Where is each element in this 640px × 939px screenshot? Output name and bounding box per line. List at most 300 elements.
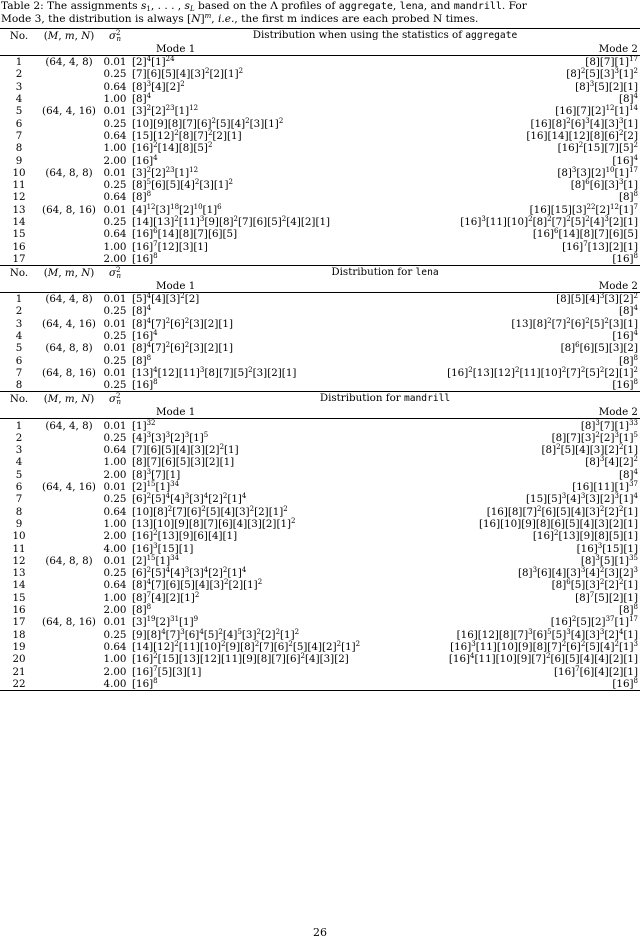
row-mode-2-distribution: $[8]^2[5][3]^3[1]^2$ bbox=[566, 67, 638, 81]
row-config: (64, 8, 8) bbox=[45, 554, 93, 567]
row-mode-2-distribution: $[13][8]^2[7]^2[6]^2[5]^2[3][1]$ bbox=[511, 316, 638, 330]
caption-line-2: Mode 3, the distribution is always $[N]^m$, i.e., the first m indices are each probed N times. bbox=[1, 12, 479, 25]
row-sigma: 0.01 bbox=[103, 203, 127, 216]
row-sigma: 0.25 bbox=[103, 179, 127, 192]
row-mode-2-distribution: $[16][15][3]^{22}[2]^{12}[1]^7$ bbox=[529, 202, 638, 216]
row-number: 3 bbox=[15, 317, 23, 330]
row-mode-2-distribution: $[16][8]^2[6]^3[4][3]^3[1]$ bbox=[530, 116, 638, 130]
row-mode-1-distribution: $[2]^{15}[1]^{34}$ bbox=[132, 553, 180, 567]
row-mode-2-distribution: $[16]^2[15][7][5]^2$ bbox=[557, 141, 638, 155]
row-number: 4 bbox=[15, 330, 23, 343]
section-header-row bbox=[0, 29, 640, 43]
row-config bbox=[38, 579, 100, 591]
row-mode-1-distribution: $[6]^2[5]^4[4]^3[3]^4[2]^2[1]^4$ bbox=[132, 492, 247, 506]
row-number: 18 bbox=[12, 628, 26, 641]
table-row bbox=[0, 367, 640, 379]
row-config: (64, 8, 8) bbox=[45, 166, 93, 179]
table-row bbox=[0, 167, 640, 179]
row-config bbox=[38, 653, 100, 665]
header-sigma: $\sigma^2_n$ bbox=[100, 29, 130, 43]
table-row bbox=[0, 432, 640, 444]
table-row bbox=[0, 419, 640, 432]
row-mode-2-distribution: $[16]^3[11][10][9][8][7]^2[6]^2[5][4]^2[1]^3$ bbox=[450, 639, 638, 653]
header-mode-1: Mode 1 bbox=[156, 279, 196, 292]
table-row bbox=[0, 68, 640, 80]
row-mode-1-distribution: $[16]^2[14][8][5]^2$ bbox=[132, 141, 213, 155]
row-mode-2-distribution: $[8]^6[6][5][3][2]$ bbox=[560, 341, 638, 355]
mode-header-row bbox=[0, 279, 640, 293]
table-row bbox=[0, 240, 640, 252]
caption-line-1: Table 2: The assignments $s_1$, . . . , $s_L$ based on the Λ profiles of aggregate, lena, and mandrill. For bbox=[1, 0, 527, 13]
row-sigma: 1.00 bbox=[103, 240, 127, 253]
row-config bbox=[38, 432, 100, 444]
row-mode-1-distribution: $[9][8]^4[7]^3[6]^4[5]^2[4]^5[3]^2[2]^2[1]^2$ bbox=[132, 627, 300, 641]
header-mmn: (M, m, N) bbox=[38, 392, 100, 406]
section-header-row bbox=[0, 392, 640, 406]
row-mode-2-distribution: $[16][12][8][7]^3[6]^5[5]^3[4][3]^3[2]^4[1]$ bbox=[456, 627, 638, 641]
row-mode-1-distribution: $[13]^4[12][11]^3[8][7][5]^2[3][2][1]$ bbox=[132, 365, 297, 379]
section-title-dataset: aggregate bbox=[465, 30, 518, 41]
row-number: 4 bbox=[15, 456, 23, 469]
row-mode-1-distribution: $[10][8]^2[7][6]^2[5][4][3]^2[2][1]^2$ bbox=[132, 504, 288, 518]
row-mode-1-distribution: $[1]^{32}$ bbox=[130, 419, 385, 432]
row-number: 7 bbox=[15, 366, 23, 379]
header-empty bbox=[38, 405, 100, 419]
row-mode-1-distribution: $[8]^5[6][5][4]^2[3][1]^2$ bbox=[132, 178, 233, 192]
table-row bbox=[0, 355, 640, 367]
row-config bbox=[38, 444, 100, 456]
row-mode-1-distribution: $[15][12]^2[8][7]^2[2][1]$ bbox=[132, 128, 242, 142]
row-config bbox=[38, 253, 100, 266]
row-config bbox=[38, 493, 100, 505]
row-sigma: 4.00 bbox=[103, 542, 127, 555]
table-row bbox=[0, 616, 640, 628]
row-config bbox=[38, 628, 100, 640]
row-mode-2-distribution: $[16]^3[11][10]^2[8]^2[7]^2[5]^2[4]^3[2][1]$ bbox=[460, 215, 638, 228]
row-config: (64, 4, 8) bbox=[38, 419, 100, 432]
row-mode-1-distribution: $[13][10][9][8][7][6][4][3][2][1]^2$ bbox=[132, 516, 296, 530]
row-mode-1-distribution: $[8]^4$ bbox=[132, 304, 152, 318]
section-title-text: Distribution for bbox=[319, 392, 404, 405]
row-number: 11 bbox=[12, 179, 26, 192]
row-number: 16 bbox=[12, 240, 26, 253]
row-number: 3 bbox=[15, 444, 23, 457]
table-row bbox=[0, 179, 640, 191]
row-config bbox=[38, 305, 100, 317]
row-mode-2-distribution: $[8]^3[3][2]^{10}[1]^{17}$ bbox=[557, 165, 638, 179]
row-mode-1-distribution: $[8]^4[7]^2[6]^2[3][2][1]$ bbox=[132, 341, 233, 355]
row-sigma: 2.00 bbox=[103, 530, 127, 543]
row-config bbox=[38, 228, 100, 240]
row-mode-2-distribution: [16][10][9][8][6][5][4][3][2][1] bbox=[478, 517, 638, 530]
table-row bbox=[0, 542, 640, 554]
row-sigma: 0.25 bbox=[103, 68, 127, 81]
row-config bbox=[38, 68, 100, 80]
table-row bbox=[0, 604, 640, 616]
header-mode-2: Mode 2 bbox=[598, 279, 638, 292]
row-mode-2-distribution: $[8][7][3]^2[2]^3[1]^5$ bbox=[551, 430, 638, 444]
row-config bbox=[38, 641, 100, 653]
mode-header-row bbox=[0, 405, 640, 419]
row-config: (64, 4, 8) bbox=[38, 56, 100, 69]
header-empty bbox=[100, 279, 130, 293]
row-sigma: 0.64 bbox=[103, 191, 127, 204]
row-mode-2-distribution: $[8][5][4]^3[3][2]^2$ bbox=[385, 293, 640, 306]
row-mode-2-distribution: $[16]^2[13][12]^2[11][10]^2[7]^2[5]^2[2][1]^2$ bbox=[447, 365, 638, 379]
table-row bbox=[0, 678, 640, 691]
row-config bbox=[38, 130, 100, 142]
row-mode-2-distribution: $[16]^4[11][10][9][7]^2[6][5][4][4][2][1]$ bbox=[448, 652, 638, 666]
table-row bbox=[0, 555, 640, 567]
row-number: 3 bbox=[15, 80, 23, 93]
row-config: (64, 4, 16) bbox=[42, 481, 96, 494]
row-sigma: 0.01 bbox=[103, 554, 127, 567]
header-empty bbox=[0, 405, 38, 419]
row-sigma: 0.64 bbox=[103, 444, 127, 457]
row-number: 22 bbox=[12, 677, 26, 690]
row-config: (64, 4, 8) bbox=[38, 293, 100, 306]
row-sigma: 2.00 bbox=[103, 604, 127, 617]
row-mode-2-distribution: $[16]^7[13][2][1]$ bbox=[562, 239, 638, 253]
row-mode-1-distribution: $[2]^{15}[1]^{34}$ bbox=[132, 480, 180, 494]
header-no: No. bbox=[0, 266, 38, 280]
row-mode-2-distribution: $[8]^8$ bbox=[618, 190, 638, 204]
row-mode-1-distribution: $[16]^8$ bbox=[132, 251, 158, 265]
row-mode-1-distribution: $[16]^2[15][13][12][11][9][8][7][6]^2[4][3][2]$ bbox=[132, 652, 349, 666]
row-sigma: 0.01 bbox=[103, 166, 127, 179]
table-row bbox=[0, 216, 640, 228]
row-number: 6 bbox=[15, 117, 23, 130]
row-number: 5 bbox=[15, 105, 23, 118]
row-config bbox=[38, 330, 100, 342]
row-mode-2-distribution: $[16]^8$ bbox=[612, 251, 638, 265]
row-mode-2-distribution: $[8]^7[5][2][1]$ bbox=[575, 590, 638, 604]
header-empty bbox=[0, 42, 38, 56]
row-number: 10 bbox=[12, 530, 26, 543]
header-empty bbox=[38, 279, 100, 293]
row-mode-2-distribution: $[16]^8$ bbox=[612, 676, 638, 690]
row-number: 20 bbox=[12, 653, 26, 666]
row-mode-1-distribution: $[16]^6[14][8][7][6][5]$ bbox=[132, 227, 238, 241]
row-sigma: 0.01 bbox=[103, 481, 127, 494]
row-mode-2-distribution: $[8]^4$ bbox=[618, 467, 638, 481]
row-sigma: 0.64 bbox=[103, 640, 127, 653]
row-number: 14 bbox=[12, 216, 26, 228]
row-number: 7 bbox=[15, 493, 23, 506]
row-mode-1-distribution: $[8]^7[4][2][1]^2$ bbox=[132, 590, 200, 604]
row-mode-2-distribution: $[8]^3[6][4][3]^3[4]^2[3][2]^3$ bbox=[517, 566, 638, 580]
header-empty bbox=[38, 42, 100, 56]
row-mode-1-distribution: $[14][12]^2[11][10]^2[9][8]^2[7][6]^2[5][4][2]^2[1]^2$ bbox=[132, 639, 361, 653]
header-sigma: $\sigma^2_n$ bbox=[100, 266, 130, 280]
row-sigma: 0.25 bbox=[103, 628, 127, 641]
row-mode-2-distribution: $[16][14][12][8][6]^2[2]$ bbox=[526, 128, 638, 142]
row-config bbox=[38, 678, 100, 691]
row-number: 1 bbox=[0, 293, 38, 306]
row-sigma: 0.01 bbox=[100, 56, 130, 69]
table-row bbox=[0, 628, 640, 640]
row-sigma: 0.01 bbox=[103, 317, 127, 330]
row-mode-1-distribution: $[8]^4[7][6][5][4][3]^2[2][1]^2$ bbox=[132, 578, 263, 592]
row-number: 9 bbox=[15, 517, 23, 530]
row-sigma: 1.00 bbox=[103, 456, 127, 469]
row-sigma: 0.25 bbox=[103, 431, 127, 444]
header-no: No. bbox=[0, 392, 38, 406]
row-config: (64, 4, 16) bbox=[42, 317, 96, 330]
row-sigma: 1.00 bbox=[103, 517, 127, 530]
row-config bbox=[38, 665, 100, 677]
row-mode-2-distribution: $[8][7][1]^{17}$ bbox=[385, 56, 640, 69]
row-mode-2-distribution: $[16]^2[13][9][8][5][1]$ bbox=[532, 529, 638, 543]
row-mode-1-distribution: $[6]^2[5]^4[4]^3[3]^4[2]^2[1]^4$ bbox=[132, 566, 247, 580]
caption-ie: i.e. bbox=[218, 13, 235, 25]
row-number: 14 bbox=[12, 579, 26, 592]
row-config bbox=[38, 81, 100, 93]
row-number: 16 bbox=[12, 604, 26, 617]
row-mode-2-distribution: $[8]^4$ bbox=[618, 92, 638, 106]
row-sigma: 0.01 bbox=[103, 342, 127, 355]
table-row bbox=[0, 469, 640, 481]
table-row bbox=[0, 506, 640, 518]
section-header-row bbox=[0, 266, 640, 280]
row-mode-2-distribution: $[8]^4$ bbox=[618, 304, 638, 318]
row-sigma: 0.64 bbox=[103, 80, 127, 93]
caption-text: , the first m indices are each probed N times. bbox=[234, 13, 479, 25]
caption-text: based on the Λ profiles of bbox=[194, 0, 339, 12]
table-row bbox=[0, 105, 640, 117]
row-mode-1-distribution: $[16]^7[5][3][1]$ bbox=[132, 664, 202, 678]
section-title-dataset: mandrill bbox=[403, 393, 451, 405]
header-empty bbox=[100, 42, 130, 56]
row-mode-2-distribution: $[16]^4$ bbox=[612, 153, 638, 167]
section-title-text: Distribution for bbox=[331, 266, 416, 279]
row-sigma: 0.01 bbox=[100, 293, 130, 306]
row-sigma: 0.25 bbox=[103, 379, 127, 392]
header-mode-2: Mode 2 bbox=[598, 42, 638, 55]
row-mode-1-distribution: $[16]^3[15][1]$ bbox=[132, 541, 194, 555]
row-config bbox=[38, 117, 100, 129]
row-mode-1-distribution: $[16]^4$ bbox=[132, 329, 158, 343]
row-mode-1-distribution: $[8]^4$ bbox=[132, 92, 152, 106]
row-sigma: 0.64 bbox=[103, 505, 127, 518]
row-mode-2-distribution: $[8]^6[6][3]^3[1]$ bbox=[570, 178, 638, 192]
row-sigma: 0.25 bbox=[103, 117, 127, 130]
row-mode-1-distribution: $[16]^2[13][9][6][4][1]$ bbox=[132, 529, 238, 543]
row-sigma: 0.25 bbox=[103, 493, 127, 506]
section-title-text: Distribution when using the statistics of bbox=[252, 29, 466, 41]
table-row bbox=[0, 56, 640, 69]
row-mode-1-distribution: $[16]^7[12][3][1]$ bbox=[132, 239, 208, 253]
row-number: 11 bbox=[12, 542, 26, 555]
row-mode-1-distribution: $[8]^3[7][1]$ bbox=[132, 467, 181, 481]
row-sigma: 2.00 bbox=[103, 154, 127, 167]
row-mode-2-distribution: $[8]^3[5][2][1]$ bbox=[575, 79, 638, 93]
row-config bbox=[38, 567, 100, 579]
row-number: 9 bbox=[15, 154, 23, 167]
row-mode-2-distribution: $[16]^3[15][1]$ bbox=[576, 541, 638, 555]
table-row bbox=[0, 318, 640, 330]
bottom-rule bbox=[0, 690, 640, 691]
caption-text: Mode 3, the distribution is always bbox=[1, 13, 188, 25]
row-config bbox=[38, 469, 100, 481]
table-row bbox=[0, 330, 640, 342]
caption-text: Table 2: The assignments bbox=[1, 0, 141, 12]
row-number: 17 bbox=[12, 616, 26, 629]
table-row bbox=[0, 518, 640, 530]
row-number: 7 bbox=[15, 129, 23, 142]
row-mode-2-distribution: $[16]^6[14][8][7][6][5]$ bbox=[532, 227, 638, 241]
row-config bbox=[38, 191, 100, 203]
header-no: No. bbox=[0, 29, 38, 43]
row-config: (64, 8, 8) bbox=[45, 342, 93, 355]
row-number: 13 bbox=[12, 567, 26, 580]
table-caption bbox=[1, 0, 640, 26]
row-number: 15 bbox=[12, 228, 26, 241]
row-mode-1-distribution: $[7][6][5][4][3][2]^2[1]$ bbox=[132, 443, 239, 457]
assignments-table bbox=[0, 28, 640, 691]
row-sigma: 0.25 bbox=[103, 567, 127, 580]
header-mode-1: Mode 1 bbox=[156, 42, 196, 55]
row-number: 6 bbox=[15, 481, 23, 494]
header-empty bbox=[0, 279, 38, 293]
table-row bbox=[0, 342, 640, 354]
row-mode-1-distribution: $[16]^4$ bbox=[132, 153, 158, 167]
row-mode-2-distribution: $[16]^7[6][4][2][1]$ bbox=[554, 664, 638, 678]
table-row bbox=[0, 653, 640, 665]
section-title bbox=[130, 392, 640, 406]
row-sigma: 0.01 bbox=[103, 105, 127, 118]
section-title bbox=[130, 29, 640, 43]
row-number: 2 bbox=[15, 305, 23, 318]
row-mode-2-distribution: $[8]^3[5][1]^{35}$ bbox=[580, 553, 638, 567]
row-sigma: 1.00 bbox=[103, 142, 127, 155]
row-mode-2-distribution: $[16]^4$ bbox=[612, 329, 638, 343]
table-row bbox=[0, 456, 640, 468]
row-mode-1-distribution: $[4]^{12}[3]^{18}[2]^{10}[1]^6$ bbox=[132, 202, 222, 216]
table-row bbox=[0, 154, 640, 166]
row-config bbox=[38, 154, 100, 166]
row-sigma: 0.64 bbox=[103, 129, 127, 142]
table-row bbox=[0, 93, 640, 105]
row-config bbox=[38, 142, 100, 154]
row-sigma: 0.25 bbox=[103, 354, 127, 367]
table-row bbox=[0, 130, 640, 142]
table-row bbox=[0, 665, 640, 677]
header-sigma: $\sigma^2_n$ bbox=[100, 392, 130, 406]
row-mode-1-distribution: $[8]^4[7]^2[6]^2[3][2][1]$ bbox=[132, 316, 233, 330]
row-sigma: 1.00 bbox=[103, 653, 127, 666]
table-row bbox=[0, 305, 640, 317]
row-number: 12 bbox=[12, 554, 26, 567]
table-row bbox=[0, 81, 640, 93]
row-mode-1-distribution: $[2]^4[1]^{24}$ bbox=[130, 56, 385, 69]
row-mode-1-distribution: $[8]^8$ bbox=[132, 190, 152, 204]
row-mode-2-distribution: $[8]^2[5][4][3][2]^2[1]$ bbox=[541, 443, 638, 457]
row-number: 2 bbox=[15, 431, 23, 444]
table-row bbox=[0, 444, 640, 456]
row-sigma: 0.01 bbox=[103, 366, 127, 379]
row-config: (64, 8, 16) bbox=[42, 366, 96, 379]
row-mode-2-distribution: $[8]^6[5][3]^2[2]^2[1]$ bbox=[551, 578, 638, 592]
row-mode-1-distribution: $[8]^3[4][2]^2$ bbox=[132, 79, 185, 93]
row-config: (64, 4, 16) bbox=[42, 105, 96, 118]
header-mmn: (M, m, N) bbox=[38, 266, 100, 280]
caption-word-mandrill: mandrill bbox=[453, 1, 502, 12]
row-number: 1 bbox=[0, 419, 38, 432]
page-number: 26 bbox=[313, 926, 327, 939]
row-sigma: 4.00 bbox=[103, 677, 127, 690]
caption-word-aggregate: aggregate bbox=[338, 1, 393, 12]
row-mode-1-distribution: $[3]^{19}[2]^{31}[1]^9$ bbox=[132, 615, 199, 629]
row-number: 1 bbox=[0, 56, 38, 69]
row-number: 19 bbox=[12, 640, 26, 653]
row-config bbox=[38, 93, 100, 105]
row-sigma: 0.01 bbox=[103, 616, 127, 629]
row-mode-2-distribution: $[15][5]^3[4]^3[3][2]^3[1]^4$ bbox=[526, 492, 638, 506]
mode-header-row bbox=[0, 42, 640, 56]
row-sigma: 2.00 bbox=[103, 665, 127, 678]
row-number: 8 bbox=[15, 379, 23, 392]
row-config bbox=[38, 592, 100, 604]
row-config: (64, 8, 16) bbox=[42, 203, 96, 216]
row-mode-2-distribution: $[16][11][1]^{37}$ bbox=[572, 480, 638, 494]
row-config bbox=[38, 604, 100, 616]
section-title-dataset: lena bbox=[415, 267, 439, 279]
row-mode-2-distribution: $[16][7][2]^{12}[1]^{14}$ bbox=[555, 104, 638, 118]
row-config bbox=[38, 240, 100, 252]
row-mode-2-distribution: $[8]^8$ bbox=[618, 603, 638, 617]
row-mode-2-distribution: $[16]^2[5][2]^{37}[1]^{17}$ bbox=[550, 615, 638, 629]
row-number: 10 bbox=[12, 166, 26, 179]
table-row bbox=[0, 228, 640, 240]
row-mode-1-distribution: $[3]^2[2]^{23}[1]^{12}$ bbox=[132, 104, 199, 118]
row-mode-2-distribution: $[16]^8$ bbox=[612, 378, 638, 392]
table-bottom-rule bbox=[0, 690, 640, 691]
row-config bbox=[38, 542, 100, 554]
table-row bbox=[0, 493, 640, 505]
row-sigma: 0.25 bbox=[103, 305, 127, 318]
row-number: 8 bbox=[15, 505, 23, 518]
row-config bbox=[38, 355, 100, 367]
table-row bbox=[0, 293, 640, 306]
row-number: 13 bbox=[12, 203, 26, 216]
row-sigma: 1.00 bbox=[103, 93, 127, 106]
row-number: 4 bbox=[15, 93, 23, 106]
row-config bbox=[38, 506, 100, 518]
row-number: 2 bbox=[15, 68, 23, 81]
caption-text: , and bbox=[423, 0, 454, 12]
table-row bbox=[0, 641, 640, 653]
row-number: 5 bbox=[15, 342, 23, 355]
row-sigma: 0.25 bbox=[103, 330, 127, 343]
row-config bbox=[38, 179, 100, 191]
caption-text: . For bbox=[501, 0, 527, 12]
caption-word-lena: lena bbox=[399, 1, 424, 12]
row-number: 12 bbox=[12, 191, 26, 204]
row-number: 21 bbox=[12, 665, 26, 678]
table-row bbox=[0, 191, 640, 203]
header-mmn: (M, m, N) bbox=[38, 29, 100, 43]
row-number: 5 bbox=[15, 468, 23, 481]
header-mode-1: Mode 1 bbox=[156, 405, 196, 418]
row-mode-1-distribution: $[4]^3[3]^3[2]^3[1]^5$ bbox=[132, 430, 209, 444]
row-mode-2-distribution: $[16][8][7]^2[6][5][4][3]^2[2]^2[1]$ bbox=[486, 504, 638, 518]
row-sigma: 2.00 bbox=[103, 468, 127, 481]
row-config bbox=[38, 379, 100, 392]
row-config bbox=[38, 518, 100, 530]
row-number: 6 bbox=[15, 354, 23, 367]
row-number: 8 bbox=[15, 142, 23, 155]
